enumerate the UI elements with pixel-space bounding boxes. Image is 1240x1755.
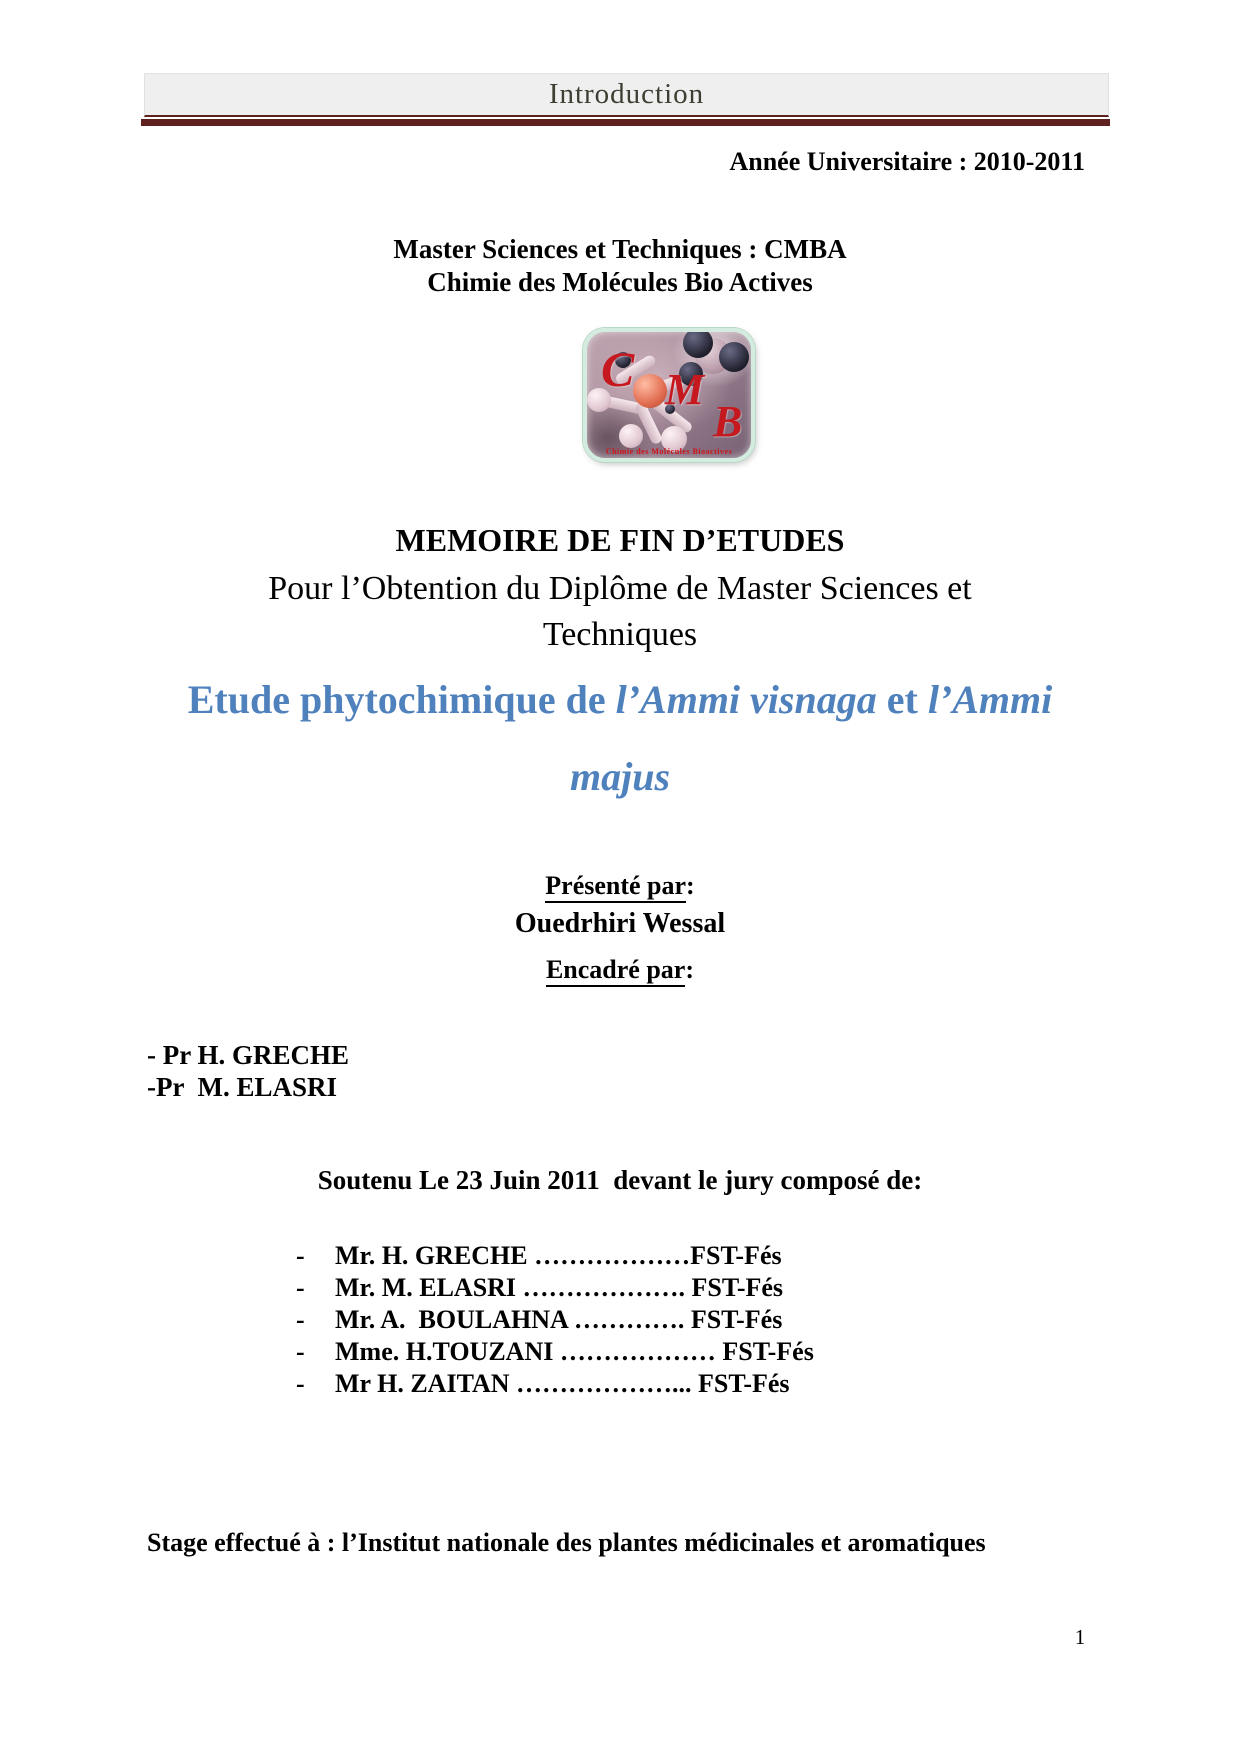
supervisor-item: -Pr M. ELASRI	[147, 1072, 338, 1102]
program-line-1: Master Sciences et Techniques : CMBA	[393, 234, 847, 264]
header-rule	[141, 119, 1110, 126]
author-name: Ouedrhiri Wessal	[514, 908, 726, 939]
supervised-by-heading	[0, 955, 1240, 985]
jury-member: Mme. H.TOUZANI ……………… FST-Fés	[335, 1337, 814, 1366]
jury-row	[296, 1240, 814, 1272]
jury-dash: -	[296, 1337, 305, 1366]
jury-row	[296, 1272, 814, 1304]
molecule-atom	[619, 424, 643, 448]
jury-dash: -	[296, 1369, 305, 1398]
supervisor-list	[147, 1039, 349, 1103]
degree-subtitle-line-1: Pour l’Obtention du Diplôme de Master Sciences et	[268, 570, 972, 607]
jury-member: Mr. M. ELASRI ………………. FST-Fés	[335, 1273, 784, 1302]
thesis-title-line-2: majus	[569, 754, 671, 799]
thesis-title-line-1	[0, 676, 1240, 723]
jury-member: Mr H. ZAITAN ………………... FST-Fés	[335, 1369, 790, 1398]
defense-line: Soutenu Le 23 Juin 2011 devant le jury composé de:	[317, 1165, 923, 1195]
cmba-logo	[583, 328, 755, 462]
supervised-by-label: Encadré par	[546, 955, 685, 987]
page-number: 1	[1074, 1625, 1086, 1649]
logo-caption: Chimie des Molécules Bioactives	[605, 447, 733, 456]
degree-title: MEMOIRE DE FIN D’ETUDES	[395, 522, 845, 558]
jury-dash: -	[296, 1305, 305, 1334]
molecule-central-atom	[633, 374, 667, 408]
presented-by-label: Présenté par	[545, 871, 686, 903]
degree-subtitle	[0, 566, 1240, 658]
degree-subtitle-line-2: Techniques	[542, 616, 698, 653]
program-line-2: Chimie des Molécules Bio Actives	[427, 267, 813, 297]
logo-letter-c: C	[601, 341, 635, 397]
jury-dash: -	[296, 1273, 305, 1302]
logo-letter-m: M	[665, 365, 705, 414]
presented-by-colon: :	[686, 871, 695, 900]
thesis-title-part1: Etude phytochimique de	[187, 677, 616, 722]
jury-dash: -	[296, 1241, 305, 1270]
jury-list	[296, 1240, 814, 1400]
molecule-atom	[683, 328, 713, 358]
jury-row	[296, 1368, 814, 1400]
supervised-by-colon: :	[685, 955, 695, 984]
jury-row	[296, 1336, 814, 1368]
molecule-atom	[719, 342, 749, 372]
jury-member: Mr. H. GRECHE ………………FST-Fés	[335, 1241, 782, 1270]
presented-by-heading	[0, 871, 1240, 901]
internship-line: Stage effectué à : l’Institut nationale des plantes médicinales et aromatiques	[147, 1528, 986, 1557]
section-header-bar	[144, 73, 1109, 117]
academic-year: Année Universitaire : 2010-2011	[729, 147, 1085, 176]
jury-row	[296, 1304, 814, 1336]
thesis-title-part3: et	[876, 677, 928, 722]
jury-member: Mr. A. BOULAHNA …………. FST-Fés	[335, 1305, 783, 1334]
logo-letter-b: B	[713, 397, 743, 446]
supervisor-item: - Pr H. GRECHE	[147, 1040, 349, 1070]
thesis-title-part4: l’Ammi	[927, 677, 1053, 722]
section-title: Introduction	[548, 78, 705, 110]
thesis-title-part2: l’Ammi visnaga	[615, 677, 877, 722]
